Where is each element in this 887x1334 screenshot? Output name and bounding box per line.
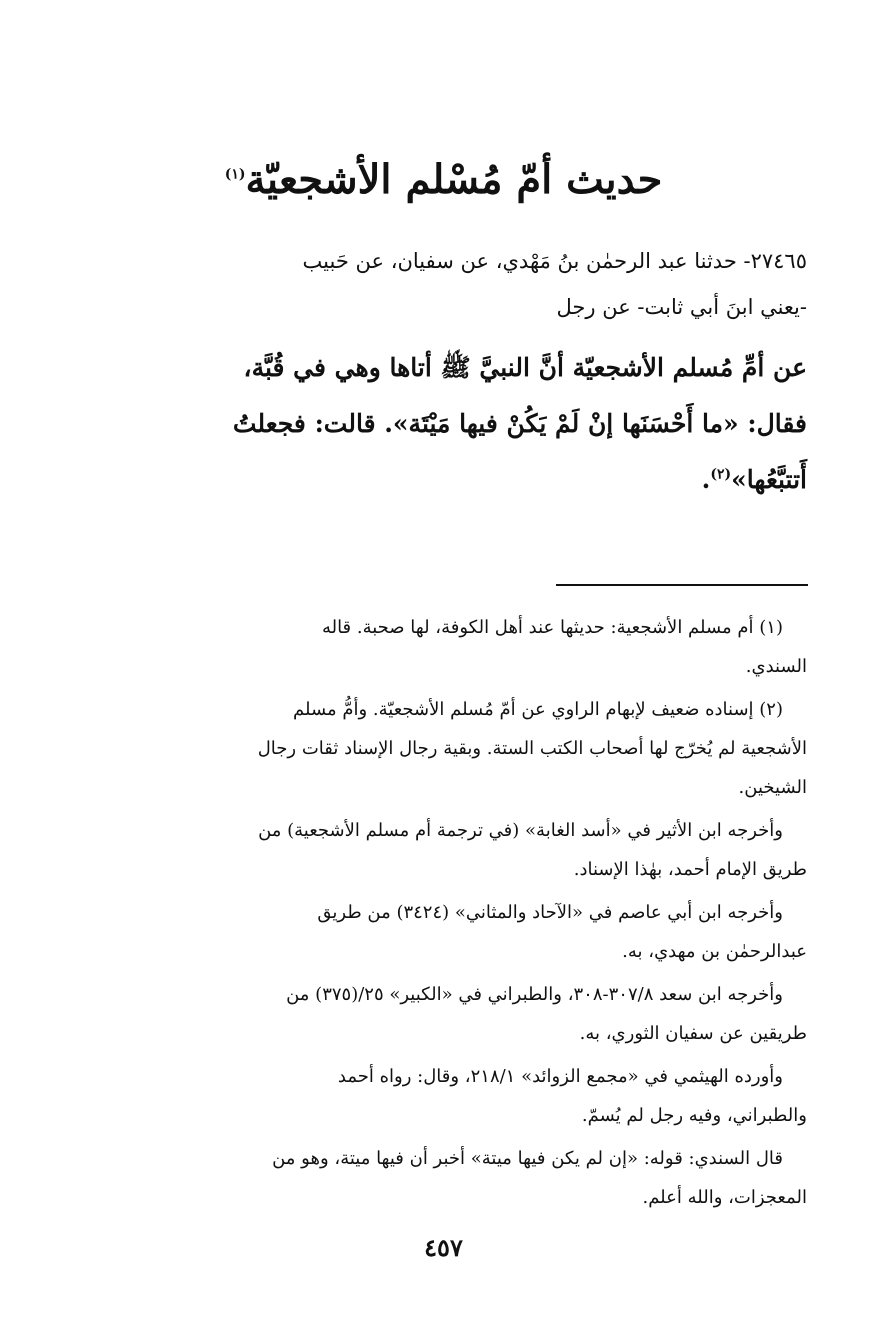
hadith-heading — [0, 150, 887, 210]
footnote-1 — [105, 608, 807, 686]
footnote-paragraph — [105, 975, 807, 1053]
footnote-separator — [556, 584, 808, 586]
footnote-line: (٢) إسناده ضعيف لإبهام الراوي عن أمّ مُسلم الأشجعيّة. وأمُّ مسلم — [293, 699, 783, 720]
footnote-paragraph — [105, 1057, 807, 1135]
page-number: ٤٥٧ — [424, 1233, 463, 1262]
hadith-isnad — [105, 238, 807, 330]
footnote-line: وأخرجه ابن سعد ٣٠٧/٨-٣٠٨، والطبراني في «الكبير» ٢٥/(٣٧٥) من — [286, 984, 783, 1005]
footnote-paragraph — [105, 811, 807, 889]
footnote-line: الشيخين. — [738, 777, 807, 798]
footnote-line: طريق الإمام أحمد، بهٰذا الإسناد. — [573, 859, 807, 880]
footnote-line: طريقين عن سفيان الثوري، به. — [579, 1023, 807, 1044]
footnote-line: المعجزات، والله أعلم. — [642, 1187, 807, 1208]
footnote-paragraph — [105, 1139, 807, 1217]
footnote-line: وأخرجه ابن أبي عاصم في «الآحاد والمثاني» (٣٤٢٤) من طريق — [317, 902, 783, 923]
footnote-line: عبدالرحمٰن بن مهدي، به. — [622, 941, 807, 962]
isnad-line-1: ٢٧٤٦٥- حدثنا عبد الرحمٰن بنُ مَهْدي، عن سفيان، عن حَبيب — [302, 249, 807, 273]
footnote-2 — [105, 690, 807, 807]
footnotes — [105, 608, 807, 1221]
heading-footnote-marker: (١) — [224, 166, 246, 183]
footnote-line: وأخرجه ابن الأثير في «أسد الغابة» (في ترجمة أم مسلم الأشجعية) من — [258, 820, 783, 841]
footnote-line: السندي. — [745, 656, 807, 677]
footnote-paragraph — [105, 893, 807, 971]
matn-line-3 — [105, 452, 807, 508]
footnote-line: الأشجعية لم يُخرّج لها أصحاب الكتب الستة. وبقية رجال الإسناد ثقات رجال — [257, 738, 807, 759]
matn-footnote-marker: (٢) — [710, 466, 732, 483]
matn-line-3-text: أَتتبَّعُها» — [731, 465, 807, 494]
footnote-line: (١) أم مسلم الأشجعية: حديثها عند أهل الكوفة، لها صحبة. قاله — [321, 617, 783, 638]
footnote-line: وأورده الهيثمي في «مجمع الزوائد» ٢١٨/١، وقال: رواه أحمد — [337, 1066, 783, 1087]
hadith-matn — [105, 340, 807, 508]
matn-end-mark: . — [701, 465, 711, 494]
heading-title: حديث أمّ مُسْلم الأشجعيّة — [245, 156, 663, 203]
footnote-line: والطبراني، وفيه رجل لم يُسمّ. — [581, 1105, 807, 1126]
matn-line-2: فقال: «ما أَحْسَنَها إنْ لَمْ يَكُنْ فيها مَيْتَة». قالت: فجعلتُ — [232, 409, 807, 438]
footnote-line: قال السندي: قوله: «إن لم يكن فيها ميتة» أخبر أن فيها ميتة، وهو من — [272, 1148, 783, 1169]
matn-line-1: عن أمِّ مُسلم الأشجعيّة أنَّ النبيَّ ﷺ أتاها وهي في قُبَّة، — [243, 353, 807, 382]
isnad-line-2: -يعني ابنَ أبي ثابت- عن رجل — [556, 295, 807, 319]
